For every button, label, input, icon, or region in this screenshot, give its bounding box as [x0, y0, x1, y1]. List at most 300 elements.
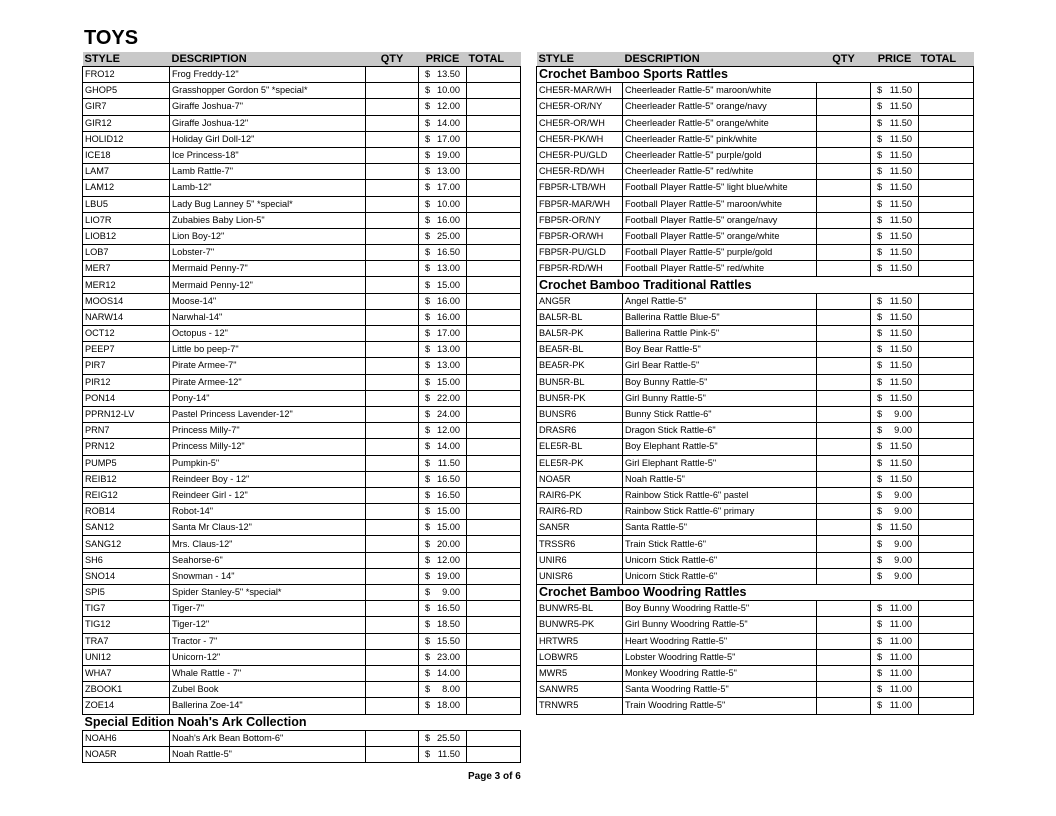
qty-cell[interactable]: [366, 552, 419, 568]
total-cell[interactable]: [919, 147, 974, 163]
total-cell[interactable]: [919, 309, 974, 325]
total-cell[interactable]: [919, 342, 974, 358]
qty-cell[interactable]: [817, 326, 871, 342]
price-value: 9.00: [894, 538, 912, 549]
total-cell[interactable]: [467, 682, 521, 698]
total-cell[interactable]: [919, 439, 974, 455]
qty-cell[interactable]: [817, 617, 871, 633]
qty-cell[interactable]: [366, 245, 419, 261]
price-value: 11.50: [889, 133, 912, 144]
total-cell[interactable]: [467, 277, 521, 293]
price-cell: [419, 649, 467, 665]
total-cell[interactable]: [467, 131, 521, 147]
total-cell[interactable]: [919, 196, 974, 212]
price-cell: [871, 487, 919, 503]
qty-cell[interactable]: [366, 423, 419, 439]
qty-cell[interactable]: [366, 406, 419, 422]
description-cell: Mermaid Penny-7": [170, 261, 366, 277]
description-cell: Reindeer Girl - 12": [170, 487, 366, 503]
description-cell: Train Woodring Rattle-5": [623, 698, 817, 714]
qty-cell[interactable]: [817, 131, 871, 147]
qty-cell[interactable]: [366, 730, 419, 746]
style-cell: HRTWR5: [537, 633, 623, 649]
total-cell[interactable]: [467, 180, 521, 196]
description-cell: Tractor - 7": [170, 633, 366, 649]
price-cell: [871, 358, 919, 374]
qty-cell[interactable]: [817, 406, 871, 422]
price-cell: [419, 67, 467, 83]
price-cell: [871, 293, 919, 309]
price-value: 14.00: [437, 668, 460, 679]
qty-cell[interactable]: [366, 342, 419, 358]
total-cell[interactable]: [467, 245, 521, 261]
style-cell: BUNSR6: [537, 406, 623, 422]
qty-cell[interactable]: [817, 358, 871, 374]
total-cell[interactable]: [467, 649, 521, 665]
qty-cell[interactable]: [366, 261, 419, 277]
qty-cell[interactable]: [817, 99, 871, 115]
qty-cell[interactable]: [366, 617, 419, 633]
total-cell[interactable]: [919, 99, 974, 115]
price-cell: [871, 617, 919, 633]
qty-cell[interactable]: [366, 277, 419, 293]
price-cell: [419, 406, 467, 422]
price-value: 14.00: [437, 117, 460, 128]
price-cell: [419, 131, 467, 147]
total-cell[interactable]: [919, 228, 974, 244]
currency-symbol: $: [425, 538, 431, 549]
qty-cell[interactable]: [366, 471, 419, 487]
currency-symbol: $: [425, 700, 431, 711]
price-cell: [419, 147, 467, 163]
qty-cell[interactable]: [366, 147, 419, 163]
price-cell: [419, 682, 467, 698]
description-cell: Lobster-7": [170, 245, 366, 261]
total-cell[interactable]: [919, 536, 974, 552]
style-cell: TRSSR6: [537, 536, 623, 552]
price-cell: [871, 99, 919, 115]
qty-cell[interactable]: [817, 487, 871, 503]
currency-symbol: $: [425, 619, 431, 630]
qty-cell[interactable]: [817, 309, 871, 325]
description-cell: Pumpkin-5": [170, 455, 366, 471]
qty-cell[interactable]: [817, 115, 871, 131]
price-value: 11.00: [889, 684, 912, 695]
description-cell: Santa Mr Claus-12": [170, 520, 366, 536]
qty-cell[interactable]: [366, 390, 419, 406]
table-row: [83, 536, 521, 552]
total-cell[interactable]: [467, 406, 521, 422]
total-cell[interactable]: [919, 423, 974, 439]
qty-cell[interactable]: [817, 568, 871, 584]
qty-cell[interactable]: [817, 439, 871, 455]
total-cell[interactable]: [919, 617, 974, 633]
style-cell: CHE5R-PK/WH: [537, 131, 623, 147]
qty-cell[interactable]: [817, 423, 871, 439]
total-cell[interactable]: [467, 390, 521, 406]
style-cell: ICE18: [83, 147, 170, 163]
style-cell: FBP5R-MAR/WH: [537, 196, 623, 212]
qty-cell[interactable]: [817, 180, 871, 196]
table-row: [83, 180, 521, 196]
price-value: 11.50: [889, 344, 912, 355]
qty-cell[interactable]: [817, 164, 871, 180]
table-row: [83, 374, 521, 390]
price-value: 20.00: [437, 538, 460, 549]
style-cell: LBU5: [83, 196, 170, 212]
qty-cell[interactable]: [817, 536, 871, 552]
description-cell: Dragon Stick Rattle-6": [623, 423, 817, 439]
qty-cell[interactable]: [817, 633, 871, 649]
table-row: [83, 520, 521, 536]
total-cell[interactable]: [467, 67, 521, 83]
total-cell[interactable]: [919, 568, 974, 584]
total-cell[interactable]: [467, 196, 521, 212]
price-value: 11.00: [889, 668, 912, 679]
total-cell[interactable]: [467, 568, 521, 584]
total-cell[interactable]: [467, 730, 521, 746]
style-cell: BUN5R-BL: [537, 374, 623, 390]
description-cell: Seahorse-6": [170, 552, 366, 568]
qty-cell[interactable]: [817, 390, 871, 406]
total-cell[interactable]: [919, 390, 974, 406]
total-cell[interactable]: [919, 180, 974, 196]
qty-cell[interactable]: [817, 196, 871, 212]
table-row: [83, 326, 521, 342]
currency-symbol: $: [425, 651, 431, 662]
total-cell[interactable]: [467, 585, 521, 601]
total-cell[interactable]: [919, 520, 974, 536]
description-cell: Giraffe Joshua-12": [170, 115, 366, 131]
total-cell[interactable]: [467, 487, 521, 503]
qty-cell[interactable]: [366, 520, 419, 536]
style-cell: SANWR5: [537, 682, 623, 698]
total-cell[interactable]: [919, 455, 974, 471]
total-cell[interactable]: [467, 293, 521, 309]
table-row: [537, 196, 974, 212]
qty-cell[interactable]: [366, 67, 419, 83]
currency-symbol: $: [877, 247, 883, 258]
total-cell[interactable]: [919, 358, 974, 374]
price-cell: [419, 83, 467, 99]
total-cell[interactable]: [467, 83, 521, 99]
table-row: [537, 601, 974, 617]
table-row: [537, 147, 974, 163]
total-cell[interactable]: [919, 326, 974, 342]
price-cell: [871, 164, 919, 180]
qty-cell[interactable]: [366, 568, 419, 584]
price-value: 13.00: [437, 166, 460, 177]
price-value: 24.00: [437, 409, 460, 420]
total-cell[interactable]: [467, 536, 521, 552]
section-title: Crochet Bamboo Woodring Rattles: [537, 585, 974, 601]
price-cell: [871, 131, 919, 147]
qty-cell[interactable]: [366, 293, 419, 309]
currency-symbol: $: [877, 409, 883, 420]
table-row: [537, 99, 974, 115]
price-value: 18.00: [437, 700, 460, 711]
style-cell: PRN12: [83, 439, 170, 455]
total-cell[interactable]: [919, 261, 974, 277]
description-cell: Noah Rattle-5": [623, 471, 817, 487]
price-cell: [419, 164, 467, 180]
qty-cell[interactable]: [817, 83, 871, 99]
qty-cell[interactable]: [366, 585, 419, 601]
total-cell[interactable]: [467, 423, 521, 439]
qty-cell[interactable]: [817, 552, 871, 568]
total-cell[interactable]: [467, 115, 521, 131]
style-cell: LIOB12: [83, 228, 170, 244]
qty-cell[interactable]: [366, 374, 419, 390]
price-cell: [419, 261, 467, 277]
price-value: 16.50: [437, 473, 460, 484]
header-row: [537, 52, 974, 67]
qty-cell[interactable]: [366, 309, 419, 325]
price-cell: [419, 568, 467, 584]
total-cell[interactable]: [467, 309, 521, 325]
qty-cell[interactable]: [817, 665, 871, 681]
qty-cell[interactable]: [366, 682, 419, 698]
qty-cell[interactable]: [366, 698, 419, 714]
price-value: 11.50: [437, 457, 460, 468]
total-cell[interactable]: [919, 682, 974, 698]
qty-cell[interactable]: [366, 196, 419, 212]
style-cell: PON14: [83, 390, 170, 406]
total-cell[interactable]: [467, 164, 521, 180]
price-value: 12.00: [437, 554, 460, 565]
total-cell[interactable]: [467, 147, 521, 163]
total-cell[interactable]: [919, 504, 974, 520]
table-row: [537, 164, 974, 180]
style-cell: ELE5R-BL: [537, 439, 623, 455]
qty-cell[interactable]: [366, 649, 419, 665]
qty-cell[interactable]: [366, 180, 419, 196]
total-cell[interactable]: [467, 99, 521, 115]
price-cell: [871, 309, 919, 325]
table-row: [537, 487, 974, 503]
price-value: 14.00: [437, 441, 460, 452]
qty-cell[interactable]: [366, 131, 419, 147]
table-row: [537, 293, 974, 309]
total-cell[interactable]: [467, 342, 521, 358]
qty-cell[interactable]: [817, 374, 871, 390]
header-price: PRICE: [419, 52, 467, 67]
total-cell[interactable]: [919, 406, 974, 422]
qty-cell[interactable]: [366, 326, 419, 342]
price-cell: [419, 487, 467, 503]
price-cell: [871, 698, 919, 714]
description-cell: Mermaid Penny-12": [170, 277, 366, 293]
style-cell: CHE5R-RD/WH: [537, 164, 623, 180]
table-row: [537, 698, 974, 714]
total-cell[interactable]: [467, 326, 521, 342]
currency-symbol: $: [425, 554, 431, 565]
style-cell: HOLID12: [83, 131, 170, 147]
total-cell[interactable]: [467, 698, 521, 714]
qty-cell[interactable]: [817, 228, 871, 244]
price-value: 11.50: [889, 247, 912, 258]
total-cell[interactable]: [467, 552, 521, 568]
price-value: 11.50: [889, 328, 912, 339]
total-cell[interactable]: [919, 212, 974, 228]
price-cell: [419, 374, 467, 390]
total-cell[interactable]: [467, 228, 521, 244]
price-value: 15.00: [437, 376, 460, 387]
description-cell: Cheerleader Rattle-5" orange/white: [623, 115, 817, 131]
table-row: [537, 212, 974, 228]
style-cell: TRA7: [83, 633, 170, 649]
description-cell: Reindeer Boy - 12": [170, 471, 366, 487]
description-cell: Little bo peep-7": [170, 342, 366, 358]
total-cell[interactable]: [467, 665, 521, 681]
total-cell[interactable]: [467, 746, 521, 762]
qty-cell[interactable]: [366, 746, 419, 762]
qty-cell[interactable]: [366, 487, 419, 503]
qty-cell[interactable]: [817, 504, 871, 520]
style-cell: FRO12: [83, 67, 170, 83]
total-cell[interactable]: [467, 358, 521, 374]
price-cell: [871, 212, 919, 228]
qty-cell[interactable]: [366, 601, 419, 617]
price-cell: [419, 504, 467, 520]
qty-cell[interactable]: [366, 164, 419, 180]
total-cell[interactable]: [919, 649, 974, 665]
qty-cell[interactable]: [366, 439, 419, 455]
total-cell[interactable]: [919, 245, 974, 261]
total-cell[interactable]: [919, 552, 974, 568]
header-description: DESCRIPTION: [623, 52, 817, 67]
description-cell: Football Player Rattle-5" orange/white: [623, 228, 817, 244]
total-cell[interactable]: [919, 633, 974, 649]
qty-cell[interactable]: [817, 455, 871, 471]
qty-cell[interactable]: [817, 342, 871, 358]
price-value: 19.00: [437, 150, 460, 161]
currency-symbol: $: [425, 522, 431, 533]
qty-cell[interactable]: [817, 682, 871, 698]
price-value: 11.50: [889, 392, 912, 403]
price-cell: [871, 471, 919, 487]
price-cell: [871, 83, 919, 99]
style-cell: NARW14: [83, 309, 170, 325]
price-value: 11.50: [437, 748, 460, 759]
qty-cell[interactable]: [817, 649, 871, 665]
qty-cell[interactable]: [366, 212, 419, 228]
table-row: [83, 67, 521, 83]
currency-symbol: $: [425, 198, 431, 209]
price-value: 25.50: [437, 732, 460, 743]
total-cell[interactable]: [919, 601, 974, 617]
qty-cell[interactable]: [817, 520, 871, 536]
total-cell[interactable]: [919, 83, 974, 99]
currency-symbol: $: [425, 166, 431, 177]
qty-cell[interactable]: [817, 601, 871, 617]
total-cell[interactable]: [919, 131, 974, 147]
qty-cell[interactable]: [366, 99, 419, 115]
qty-cell[interactable]: [817, 261, 871, 277]
total-cell[interactable]: [467, 439, 521, 455]
price-cell: [419, 536, 467, 552]
price-cell: [419, 471, 467, 487]
total-cell[interactable]: [919, 164, 974, 180]
table-row: [537, 455, 974, 471]
total-cell[interactable]: [467, 633, 521, 649]
qty-cell[interactable]: [366, 83, 419, 99]
price-cell: [871, 406, 919, 422]
qty-cell[interactable]: [817, 147, 871, 163]
qty-cell[interactable]: [817, 471, 871, 487]
description-cell: Grasshopper Gordon 5" *special*: [170, 83, 366, 99]
qty-cell[interactable]: [366, 633, 419, 649]
price-value: 11.00: [889, 700, 912, 711]
table-row: [537, 682, 974, 698]
qty-cell[interactable]: [366, 115, 419, 131]
style-cell: FBP5R-OR/NY: [537, 212, 623, 228]
currency-symbol: $: [425, 328, 431, 339]
total-cell[interactable]: [467, 617, 521, 633]
table-row: [537, 552, 974, 568]
total-cell[interactable]: [919, 665, 974, 681]
page-title: TOYS: [84, 27, 139, 49]
style-cell: ZOE14: [83, 698, 170, 714]
total-cell[interactable]: [919, 471, 974, 487]
total-cell[interactable]: [467, 261, 521, 277]
currency-symbol: $: [877, 328, 883, 339]
total-cell[interactable]: [919, 698, 974, 714]
price-cell: [419, 423, 467, 439]
price-value: 17.00: [437, 328, 460, 339]
description-cell: Unicorn Stick Rattle-6": [623, 568, 817, 584]
description-cell: Zubel Book: [170, 682, 366, 698]
total-cell[interactable]: [467, 520, 521, 536]
price-value: 15.50: [437, 635, 460, 646]
price-cell: [419, 552, 467, 568]
total-cell[interactable]: [467, 374, 521, 390]
style-cell: BUN5R-PK: [537, 390, 623, 406]
style-cell: FBP5R-PU/GLD: [537, 245, 623, 261]
qty-cell[interactable]: [817, 293, 871, 309]
qty-cell[interactable]: [366, 665, 419, 681]
qty-cell[interactable]: [366, 455, 419, 471]
total-cell[interactable]: [919, 374, 974, 390]
total-cell[interactable]: [919, 115, 974, 131]
qty-cell[interactable]: [366, 536, 419, 552]
qty-cell[interactable]: [817, 212, 871, 228]
qty-cell[interactable]: [366, 504, 419, 520]
total-cell[interactable]: [467, 504, 521, 520]
table-row: [83, 746, 521, 762]
price-value: 17.00: [437, 133, 460, 144]
currency-symbol: $: [877, 360, 883, 371]
total-cell[interactable]: [467, 471, 521, 487]
qty-cell[interactable]: [366, 358, 419, 374]
total-cell[interactable]: [919, 293, 974, 309]
qty-cell[interactable]: [817, 245, 871, 261]
left-order-table: [82, 52, 521, 763]
total-cell[interactable]: [467, 601, 521, 617]
description-cell: Bunny Stick Rattle-6": [623, 406, 817, 422]
description-cell: Giraffe Joshua-7": [170, 99, 366, 115]
header-qty: QTY: [366, 52, 419, 67]
total-cell[interactable]: [467, 212, 521, 228]
total-cell[interactable]: [919, 487, 974, 503]
qty-cell[interactable]: [366, 228, 419, 244]
price-cell: [871, 115, 919, 131]
style-cell: ELE5R-PK: [537, 455, 623, 471]
total-cell[interactable]: [467, 455, 521, 471]
description-cell: Cheerleader Rattle-5" red/white: [623, 164, 817, 180]
qty-cell[interactable]: [817, 698, 871, 714]
table-row: [537, 180, 974, 196]
